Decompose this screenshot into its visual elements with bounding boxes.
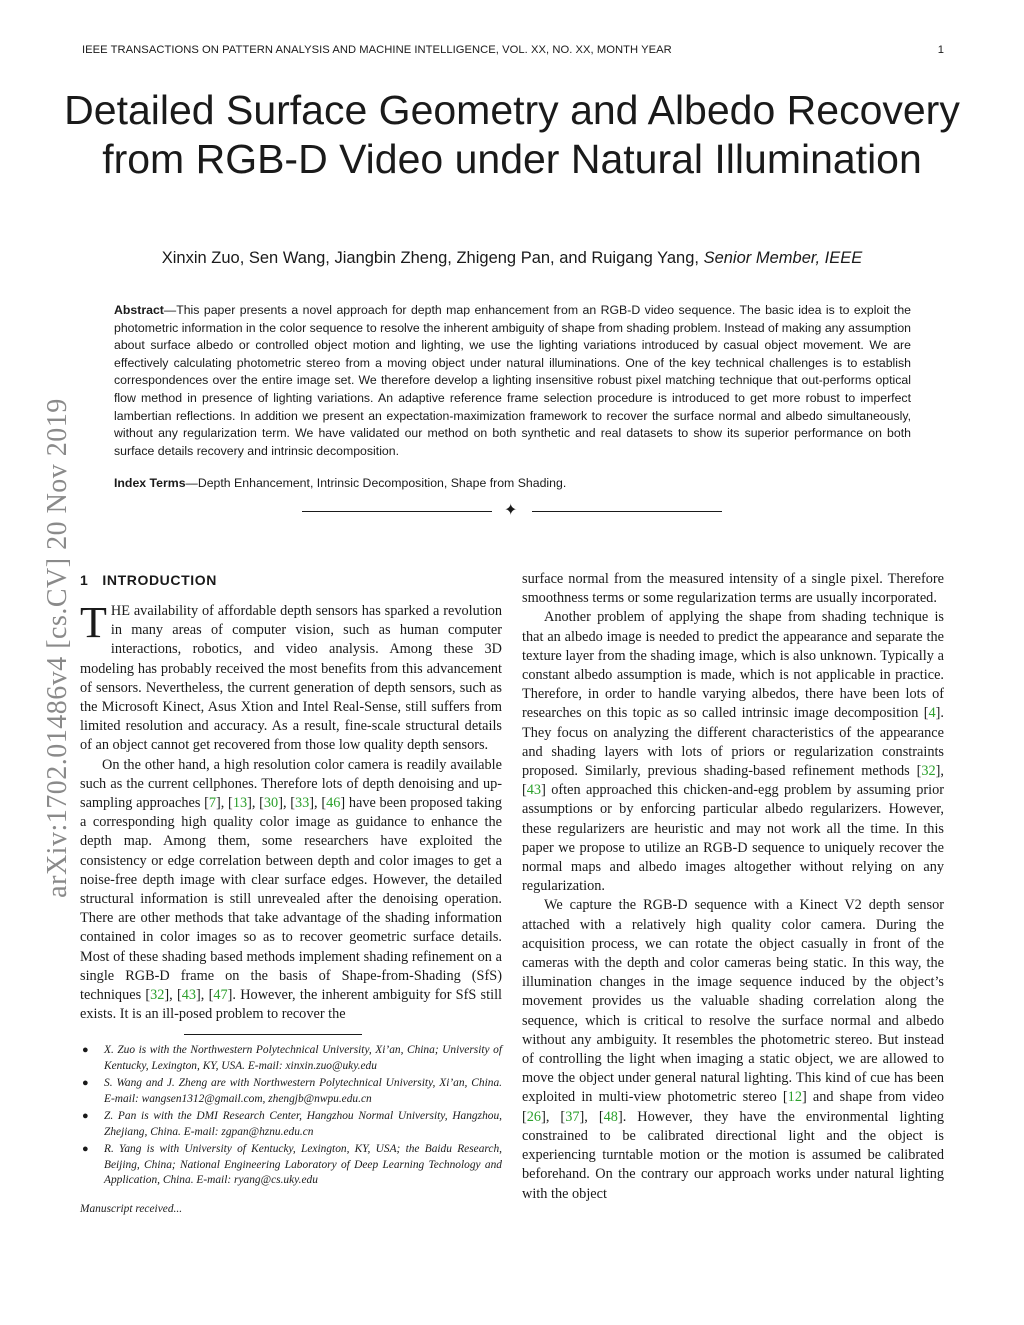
citation-link[interactable]: 48 [603,1108,618,1125]
abstract-text: —This paper presents a novel approach for depth map enhancement from an RGB-D video sequence. The basic idea is to exploit the photometric information in the color sequence to resolve the inherent ambiguity of shape from shading problem. Instead of making any assumption about surface albedo or controlled object motion and lighting, we use the lighting variations introduced by casual object movement. We are effectively calculating photometric stereo from a moving object under natural illuminations. One of the key technical challenges is to establish correspondences over the entire image set. We therefore develop a lighting insensitive robust pixel matching technique that out-performs optical flow method in presence of lighting variations. An adaptive reference frame selection procedure is introduced to get more robust to imperfect lambertian reflections. In addition we present an expectation-maximization framework to recover the surface normal and albedo simultaneously, without any regularization term. We have validated our method on both synthetic and real datasets to show its superior performance on both surface details recovery and intrinsic decomposition. [114,303,911,458]
intro-paragraph-1 [80,598,502,756]
paragraph-text: ] often approached this chicken-and-egg problem by assuming prior assumptions or by enforcing particular albedo regularizers. However, these regularizers are heuristic and may not work all the time. In this paper we propose to utilize an RGB-D sequence to uniquely recover the normal maps and albedo images altogether without relying on any regularization. [522,782,944,895]
footnote-list [80,1043,502,1189]
paragraph-text: ]. They focus on analyzing the different characteristics of the appearance and shading layers with lots of priors or regularization constraints proposed. Similarly, previous shading-based refinement methods [ [522,705,944,780]
citation-link[interactable]: 43 [181,987,197,1004]
citation-link[interactable]: 46 [326,795,341,812]
author-membership: Senior Member, IEEE [703,249,863,267]
paragraph-text: We capture the RGB-D sequence with a Kinect V2 depth sensor attached with a relatively high quality color camera. During the acquisition process, we can rotate the object casually in front of the cameras with the depth and color cameras being static. In this way, the illumination changes in the image sequence induced by the object’s movement provides us the valuable shading correlation along the sequence, which is critical to resolve the surface normal and albedo without any ambiguity. It resembles the photometric stereo. But instead of controlling the light when imaging a static object, we are allowed to move the object under general natural lighting. This kind of cue has been exploited in multi-view photometric stereo [ [522,897,944,1106]
intro-paragraph-4 [522,896,944,1203]
citation-separator: ], [ [522,763,944,799]
citation-link[interactable]: 33 [295,795,310,812]
running-head: IEEE TRANSACTIONS ON PATTERN ANALYSIS AND MACHINE INTELLIGENCE, VOL. XX, NO. XX, MONTH YEAR [82,44,672,56]
citation-separator: ], [ [579,1108,604,1125]
section-heading [80,572,502,592]
bullet-icon: ● [82,1044,89,1057]
index-terms [114,476,911,490]
section-number: 1 [80,572,89,588]
footnote-rule [184,1034,362,1035]
footnote-text: R. Yang is with University of Kentucky, Lexington, KY, USA; the Baidu Research, Beijing, China; National Engineering Laboratory of Deep Learning Technology and Application, China. E-mail: ryang@cs.uky.edu [104,1143,502,1187]
arxiv-stamp: arXiv:1702.01486v4 [cs.CV] 20 Nov 2019 [42,398,73,898]
footnote-text: X. Zuo is with the Northwestern Polytechnical University, Xi’an, China; University of Kentucky, Lexington, KY, USA. E-mail: xinxin.zuo@uky.edu [104,1044,502,1072]
citation-link[interactable]: 47 [213,987,228,1004]
intro-paragraph-1-text: HE availability of affordable depth sensors has sparked a revolution in many areas of computer vision, such as human computer interactions, robotics, and video analysis. Among these 3D modeling has probably received the most benefits from this advancement of sensors. Nevertheless, the current generation of depth sensors, such as the Microsoft Kinect, Asus Xtion and Intel Real-Sense, still suffers from limited resolution and accuracy. As a result, fine-scale structural details of an object cannot get recovered from those low quality depth sensors. [80,603,502,754]
separator-rule-right [532,511,722,512]
paper-title: Detailed Surface Geometry and Albedo Recovery from RGB-D Video under Natural Illumination [64,87,960,182]
citation-link[interactable]: 32 [921,763,936,780]
index-terms-label: Index Terms [114,476,186,490]
author-names: Xinxin Zuo, Sen Wang, Jiangbin Zheng, Zhigeng Pan, and Ruigang Yang, [161,249,699,267]
citation-separator: ], [ [309,795,327,812]
footnote-text: S. Wang and J. Zheng are with Northwestern Polytechnical University, Xi’an, China. E-mail: wangsen1312@gmail.com, zhengjb@nwpu.edu.cn [104,1077,502,1105]
citation-link[interactable]: 32 [150,987,165,1004]
citation-link[interactable]: 43 [526,782,542,799]
paragraph-text: ] and shape from video [ [522,1089,944,1125]
citation-link[interactable]: 7 [208,795,217,812]
abstract [114,302,911,460]
citation-separator: ], [ [196,987,214,1004]
intro-paragraph-continued: surface normal from the measured intensity of a single pixel. Therefore smoothness terms or some regularization terms are usually incorporated. [522,571,944,607]
separator-diamond-icon: ✦ [504,502,518,519]
intro-paragraph-2 [80,756,502,1025]
manuscript-received: Manuscript received... [80,1202,183,1215]
citation-link[interactable]: 4 [928,705,936,722]
left-column [80,570,502,1215]
footnote-item [80,1142,502,1189]
footnote-item [80,1109,502,1140]
citation-link[interactable]: 37 [565,1108,580,1125]
intro-paragraph-3 [522,608,944,896]
citation-separator: ], [ [164,987,182,1004]
bullet-icon: ● [82,1077,89,1090]
separator-rule-left [302,511,492,512]
footnote-text: Z. Pan is with the DMI Research Center, Hangzhou Normal University, Hangzhou, Zhejiang, China. E-mail: zgpan@hznu.edu.cn [104,1110,502,1138]
citation-separator: ], [ [278,795,295,812]
section-title: INTRODUCTION [102,572,217,588]
abstract-label: Abstract [114,303,164,317]
bullet-icon: ● [82,1143,89,1156]
citation-link[interactable]: 30 [263,795,279,812]
citation-link[interactable]: 12 [787,1089,802,1106]
paragraph-text: ]. However, they have the environmental lighting constrained to be calibrated directional light and the object is experiencing turntable motion or the motion is assumed be calibrated beforehand. On the contrary our approach works under natural lighting with the object [522,1108,945,1202]
citation-link[interactable]: 13 [232,795,248,812]
page-number: 1 [937,44,944,56]
dropcap-letter: T [80,598,107,647]
paragraph-text: Another problem of applying the shape from shading technique is that an albedo image is needed to predict the appearance and separate the texture layer from the shading image, which is also unknown. Typically a constant albedo assumption is made, which is not applicable in practice. Therefore, in order to handle varying albedos, there have been lots of researches on this topic as so called intrinsic image decomposition [ [522,609,944,722]
citation-separator: ], [ [247,795,264,812]
bullet-icon: ● [82,1110,89,1123]
author-list [60,249,964,268]
footnote-item [80,1076,502,1107]
footnote-item [80,1043,502,1074]
citation-separator: ], [ [541,1108,566,1125]
index-terms-text: —Depth Enhancement, Intrinsic Decomposition, Shape from Shading. [185,476,567,490]
paragraph-text: On the other hand, a high resolution color camera is readily available such as the current cellphones. Therefore lots of depth denoising and up-sampling approaches [ [80,756,502,812]
citation-link[interactable]: 26 [526,1108,542,1125]
citation-separator: ], [ [216,795,233,812]
paragraph-text: ] have been proposed taking a corresponding high quality color image as guidance to enhance the depth map. Among them, some researchers have exploited the consistency or edge correlation between depth and color images to get a noise-free depth image with clear surface edges. However, the detailed structural information is still unrevealed after the denoising operation. There are other methods that take advantage of the shading information contained in color images so as to recover geometric surface details. Most of these shading based methods implement shading refinement on a single RGB-D frame on the basis of Shape-from-Shading (SfS) techniques [ [80,795,503,1004]
paragraph-text: ]. However, the inherent ambiguity for SfS still exists. It is an ill-posed problem to recover the [80,987,503,1023]
right-column [522,570,944,1204]
